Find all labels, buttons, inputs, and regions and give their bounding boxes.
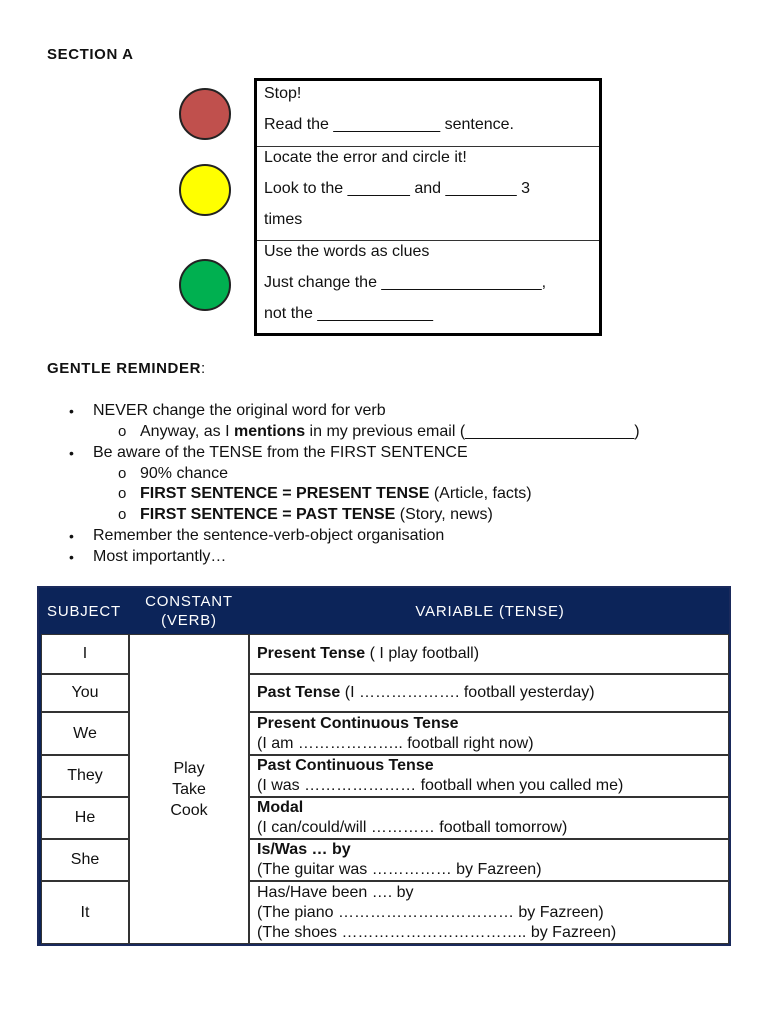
reminder-bullet: • Most importantly… xyxy=(69,548,227,565)
tense-cell: Modal (I can/could/will ………… football tomorrow) xyxy=(249,797,729,839)
instruction-line: Use the words as clues xyxy=(264,243,430,260)
green-light-icon xyxy=(179,259,231,311)
tense-cell: Is/Was … by (The guitar was …………… by Fazreen) xyxy=(249,839,729,881)
verb-text: Cook xyxy=(170,801,208,819)
bullet-icon: • xyxy=(69,549,74,565)
subject-cell: They xyxy=(41,755,129,797)
tense-cell: Past Continuous Tense (I was ………………… football when you called me) xyxy=(249,755,729,797)
reminder-bullet: • Be aware of the TENSE from the FIRST SENTENCE xyxy=(69,444,468,461)
instruction-line: Read the ____________ sentence. xyxy=(264,116,514,133)
header-constant: CONSTANT (VERB) xyxy=(145,593,233,629)
instruction-box xyxy=(254,78,602,336)
tense-cell: Present Continuous Tense (I am ……………….. football right now) xyxy=(249,712,729,755)
subject-cell: She xyxy=(41,839,129,881)
tense-cell: Past Tense (I ………………. football yesterday) xyxy=(249,674,729,712)
verb-cell xyxy=(129,634,249,944)
tense-cell: Present Tense ( I play football) xyxy=(249,634,729,674)
bullet-icon: • xyxy=(69,403,74,419)
verb-text: Play xyxy=(173,759,205,777)
sub-bullet-icon: o xyxy=(118,485,127,502)
tense-cell: Has/Have been …. by (The piano …………………………… by Fazreen) (The shoes …………………………….. by Fazreen) xyxy=(249,881,729,944)
verb-text: Take xyxy=(172,780,206,798)
instruction-line: Just change the __________________, xyxy=(264,274,547,291)
instruction-line: times xyxy=(264,211,303,228)
red-instruction-row xyxy=(257,81,599,147)
subject-cell: I xyxy=(41,634,129,674)
reminder-bullet: • Remember the sentence-verb-object organisation xyxy=(69,527,445,544)
instruction-line: Locate the error and circle it! xyxy=(264,149,467,166)
reminder-bullet: • NEVER change the original word for verb xyxy=(69,402,386,419)
reminder-sub-bullet: o FIRST SENTENCE = PAST TENSE (Story, news) xyxy=(118,506,493,523)
red-light-icon xyxy=(179,88,231,140)
reminder-sub-bullet: o Anyway, as I mentions in my previous email (___________________) xyxy=(118,423,640,440)
subject-cell: He xyxy=(41,797,129,839)
subject-cell: You xyxy=(41,674,129,712)
sub-bullet-icon: o xyxy=(118,506,127,523)
sub-bullet-icon: o xyxy=(118,465,127,482)
tense-table xyxy=(37,586,731,946)
instruction-line: not the _____________ xyxy=(264,305,434,322)
yellow-light-icon xyxy=(179,164,231,216)
reminder-title: GENTLE REMINDER: xyxy=(47,360,206,377)
reminder-sub-bullet: o 90% chance xyxy=(118,465,229,482)
subject-cell: We xyxy=(41,712,129,755)
header-subject: SUBJECT xyxy=(47,602,121,620)
sub-bullet-icon: o xyxy=(118,423,127,440)
header-variable: VARIABLE (TENSE) xyxy=(415,602,565,620)
instruction-line: Stop! xyxy=(264,85,302,102)
green-instruction-row xyxy=(257,241,599,333)
subject-cell: It xyxy=(41,881,129,944)
reminder-sub-bullet: o FIRST SENTENCE = PRESENT TENSE (Article, facts) xyxy=(118,485,532,502)
yellow-instruction-row xyxy=(257,147,599,241)
bullet-icon: • xyxy=(69,445,74,461)
bullet-icon: • xyxy=(69,528,74,544)
instruction-line: Look to the _______ and ________ 3 xyxy=(264,180,531,197)
section-title: SECTION A xyxy=(47,46,134,63)
